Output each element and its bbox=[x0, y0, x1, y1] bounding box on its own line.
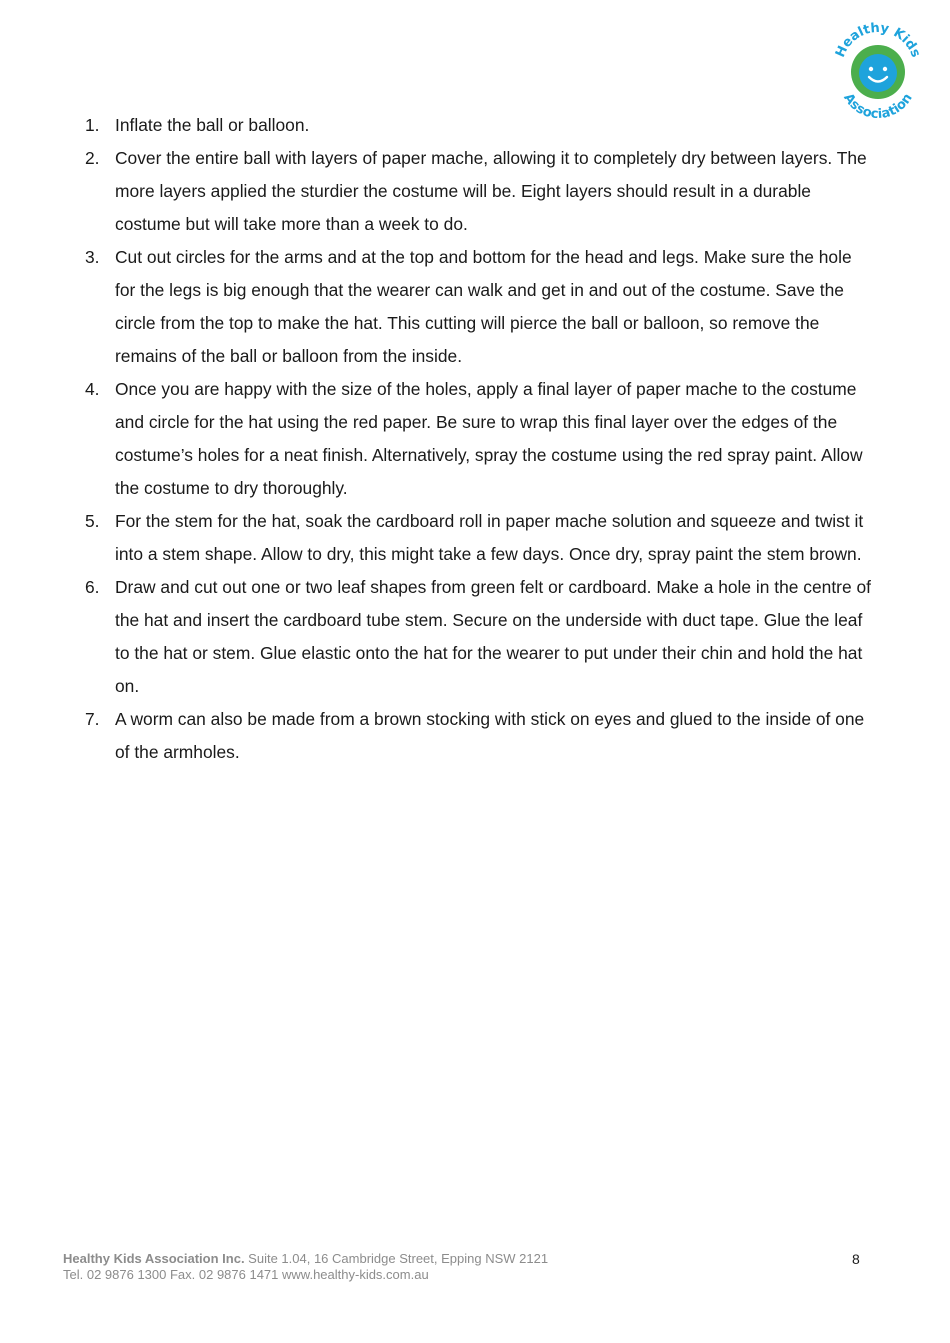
step-item bbox=[85, 142, 875, 241]
step-item bbox=[85, 241, 875, 373]
logo-text-bottom: Association bbox=[840, 90, 916, 122]
step-text: For the stem for the hat, soak the cardboard roll in paper mache solution and squeeze and twist it into a stem shape. Allow to dry, this might take a few days. Once dry, spray paint the stem brown. bbox=[115, 511, 864, 564]
step-item bbox=[85, 571, 875, 703]
step-text: Draw and cut out one or two leaf shapes from green felt or cardboard. Make a hole in the centre of the hat and insert the cardboard tube stem. Secure on the underside with duct tape. Glue the leaf to the hat or stem. Glue elastic onto the hat for the wearer to put under their chin and hold the hat on. bbox=[115, 577, 871, 696]
step-item bbox=[85, 703, 875, 769]
step-text: Cut out circles for the arms and at the top and bottom for the head and legs. Make sure the hole for the legs is big enough that the wearer can walk and get in and out of the costume. Save the circle from the top to make the hat. This cutting will pierce the ball or balloon, so remove the remains of the ball or balloon from the inside. bbox=[115, 247, 852, 366]
instruction-steps bbox=[85, 109, 875, 769]
step-number: 3. bbox=[85, 247, 100, 267]
step-number: 2. bbox=[85, 148, 100, 168]
step-text: A worm can also be made from a brown stocking with stick on eyes and glued to the inside of one of the armholes. bbox=[115, 709, 865, 762]
footer-address: Suite 1.04, 16 Cambridge Street, Epping NSW 2121 bbox=[244, 1251, 549, 1266]
footer-org-name: Healthy Kids Association Inc. bbox=[63, 1251, 245, 1266]
step-text: Once you are happy with the size of the holes, apply a final layer of paper mache to the costume and circle for the hat using the red paper. Be sure to wrap this final layer over the edges of the costume’s holes for a neat finish. Alternatively, spray the costume using the red spray paint. Allow the costume to dry thoroughly. bbox=[115, 379, 863, 498]
logo-text-top: Healthy Kids bbox=[832, 22, 924, 60]
step-number: 4. bbox=[85, 379, 100, 399]
step-number: 5. bbox=[85, 511, 100, 531]
footer-contact: Tel. 02 9876 1300 Fax. 02 9876 1471 www.healthy-kids.com.au bbox=[63, 1267, 429, 1282]
page-number: 8 bbox=[852, 1251, 860, 1267]
healthy-kids-logo bbox=[828, 22, 928, 122]
step-item bbox=[85, 109, 875, 142]
step-number: 1. bbox=[85, 115, 100, 135]
step-number: 7. bbox=[85, 709, 100, 729]
step-item bbox=[85, 373, 875, 505]
step-text: Cover the entire ball with layers of paper mache, allowing it to completely dry between layers. The more layers applied the sturdier the costume will be. Eight layers should result in a durable costume but will take more than a week to do. bbox=[115, 148, 867, 234]
logo-graphic bbox=[828, 22, 928, 122]
step-text: Inflate the ball or balloon. bbox=[115, 115, 310, 135]
logo-right-eye bbox=[883, 67, 887, 71]
page-footer bbox=[63, 1251, 548, 1283]
logo-left-eye bbox=[869, 67, 873, 71]
step-item bbox=[85, 505, 875, 571]
step-number: 6. bbox=[85, 577, 100, 597]
logo-face bbox=[859, 54, 897, 92]
footer-address-line bbox=[63, 1251, 548, 1267]
